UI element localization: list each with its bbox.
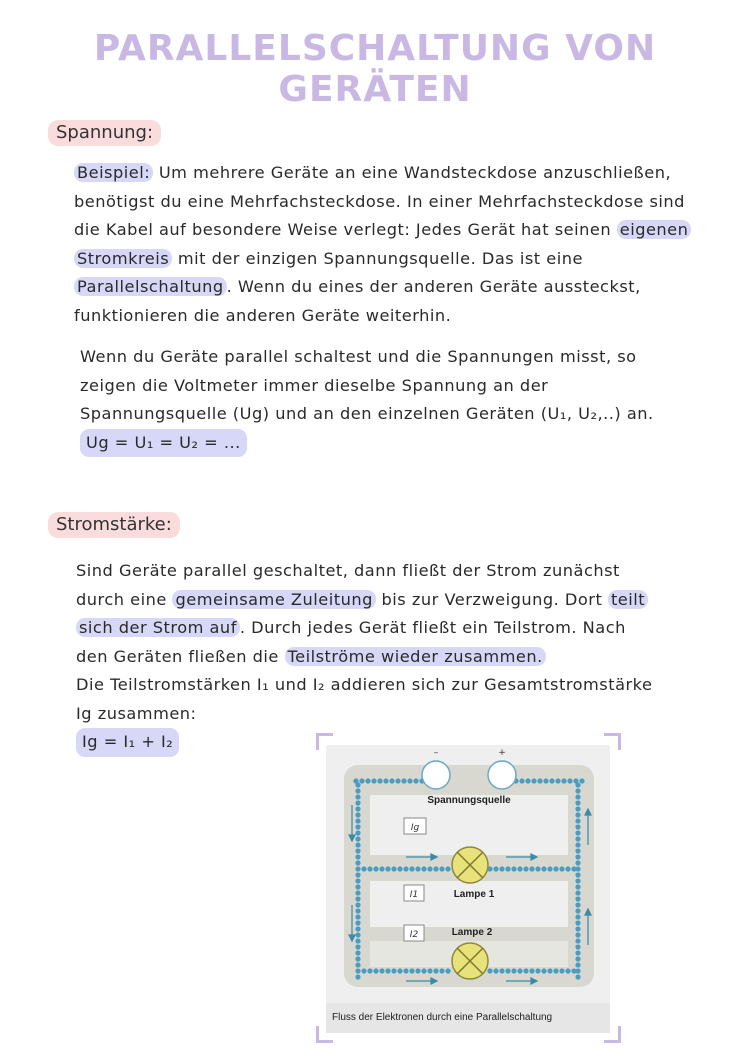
electron-dot [579,778,584,783]
electron-dot [575,944,580,949]
label-spannungsquelle: Spannungsquelle [427,795,511,806]
text-line: durch eine [76,589,167,609]
electron-dot [355,818,360,823]
electron-dot [365,778,370,783]
electron-dot [553,866,558,871]
electron-dot [379,866,384,871]
text-line: mit der einzigen Spannungsquelle. Das ist eine [172,248,583,268]
highlight-parallelschaltung: Parallelschaltung [74,277,227,296]
formula-spannung: Ug = U₁ = U₂ = ... [80,429,247,458]
text-line: den Geräten fließen die [76,646,279,666]
electron-dot [355,830,360,835]
electron-dot [355,824,360,829]
electron-dot [559,866,564,871]
electron-dot [575,836,580,841]
electron-dot [355,782,360,787]
electron-dot [355,800,360,805]
electron-dot [575,926,580,931]
electron-dot [377,778,382,783]
electron-dot [355,938,360,943]
electron-dot [575,908,580,913]
section-label-stromstaerke: Stromstärke: [48,512,180,538]
electron-dot [529,866,534,871]
electron-dot [541,866,546,871]
highlight-beispiel: Beispiel: [74,163,153,182]
electron-dot [355,836,360,841]
electron-dot [575,950,580,955]
electron-dot [445,866,450,871]
electron-dot [385,968,390,973]
electron-dot [575,860,580,865]
source-plus-pole [488,761,516,789]
electron-dot [575,788,580,793]
electron-dot [575,914,580,919]
electron-dot [367,866,372,871]
text-line: bis zur Verzweigung. Dort [381,589,603,609]
electron-dot [505,968,510,973]
electron-dot [373,968,378,973]
electron-dot [355,908,360,913]
text-line: . Wenn du eines der anderen Geräte aussteckst, [226,277,641,296]
electron-dot [575,932,580,937]
electron-dot [445,968,450,973]
minus-sign: – [433,748,439,758]
text-line: Spannungsquelle (Ug) und an den einzelnen Geräten (U₁, U₂,..) an. [80,404,654,423]
text-line: zeigen die Voltmeter immer dieselbe Spannung an der [80,375,549,395]
electron-dot [575,800,580,805]
electron-dot [517,968,522,973]
electron-dot [567,778,572,783]
electron-dot [535,968,540,973]
electron-dot [355,806,360,811]
electron-dot [571,968,576,973]
electron-dot [355,956,360,961]
electron-dot [571,866,576,871]
electron-dot [541,968,546,973]
electron-dot [575,818,580,823]
electron-dot [355,920,360,925]
electron-dot [371,778,376,783]
electron-dot [575,806,580,811]
electron-dot [427,866,432,871]
text-line: die Kabel auf besondere Weise verlegt: Jedes Gerät hat seinen [74,220,612,239]
circuit-svg [326,745,610,1003]
electron-dot [549,778,554,783]
electron-dot [355,842,360,847]
electron-dot [575,956,580,961]
electron-dot [439,968,444,973]
text-line: Um mehrere Geräte an eine Wandsteckdose anzuschließen, [153,163,672,182]
electron-dot [413,778,418,783]
electron-dot [575,938,580,943]
electron-dot [499,968,504,973]
electron-dot [391,866,396,871]
electron-dot [355,788,360,793]
strom-paragraph [76,557,652,757]
label-i2: I2 [409,930,419,940]
circuit-diagram [326,745,610,1033]
electron-dot [355,926,360,931]
electron-dot [355,974,360,979]
electron-dot [409,866,414,871]
electron-dot [415,866,420,871]
electron-dot [493,968,498,973]
electron-dot [391,968,396,973]
electron-dot [559,968,564,973]
electron-dot [575,872,580,877]
highlight-strom-auf: sich der Strom auf [76,618,240,637]
electron-dot [427,968,432,973]
electron-dot [383,778,388,783]
text-line: Ig zusammen: [76,703,197,723]
electron-dot [439,866,444,871]
electron-dot [421,968,426,973]
electron-dot [355,860,360,865]
electron-dot [575,890,580,895]
electron-dot [555,778,560,783]
electron-dot [359,778,364,783]
electron-dot [575,812,580,817]
diagram-caption: Fluss der Elektronen durch eine Parallelschaltung [326,1003,610,1033]
highlight-stromkreis: Stromkreis [74,249,172,268]
electron-dot [355,812,360,817]
electron-dot [415,968,420,973]
plus-sign: + [498,748,506,758]
electron-dot [565,968,570,973]
electron-dot [575,854,580,859]
electron-dot [361,866,366,871]
label-lampe-2: Lampe 2 [451,927,493,938]
electron-dot [389,778,394,783]
electron-dot [575,920,580,925]
electron-dot [535,866,540,871]
spannung-paragraph-1 [74,159,691,330]
text-line: Sind Geräte parallel geschaltet, dann fließt der Strom zunächst [76,561,620,580]
highlight-teilstroeme: Teilströme wieder zusammen. [285,647,546,666]
source-minus-pole [422,761,450,789]
electron-dot [511,866,516,871]
electron-dot [575,962,580,967]
electron-dot [517,866,522,871]
electron-dot [565,866,570,871]
electron-dot [537,778,542,783]
electron-dot [355,950,360,955]
electron-dot [355,872,360,877]
electron-dot [575,824,580,829]
electron-dot [575,878,580,883]
electron-dot [379,968,384,973]
electron-dot [575,782,580,787]
electron-dot [547,866,552,871]
text-line: Wenn du Geräte parallel schaltest und die Spannungen misst, so [80,347,637,366]
highlight-teilt: teilt [608,590,648,609]
electron-dot [553,968,558,973]
electron-dot [433,968,438,973]
text-line: Die Teilstromstärken I₁ und I₂ addieren sich zur Gesamtstromstärke [76,675,653,694]
label-i1: I1 [409,890,419,900]
electron-dot [575,884,580,889]
electron-dot [355,890,360,895]
electron-dot [487,968,492,973]
electron-dot [355,854,360,859]
electron-dot [355,914,360,919]
label-lampe-1: Lampe 1 [453,889,495,900]
electron-dot [355,944,360,949]
electron-dot [355,896,360,901]
electron-dot [523,866,528,871]
electron-dot [575,896,580,901]
formula-strom: Ig = I₁ + I₂ [76,728,179,757]
text-line: funktionieren die anderen Geräte weiterhin. [74,305,452,325]
electron-dot [543,778,548,783]
section-label-spannung: Spannung: [48,120,161,146]
electron-dot [403,968,408,973]
highlight-gemeinsame-zuleitung: gemeinsame Zuleitung [172,590,375,609]
electron-dot [355,962,360,967]
electron-dot [407,778,412,783]
electron-dot [373,866,378,871]
electron-dot [397,968,402,973]
electron-dot [361,968,366,973]
electron-dot [385,866,390,871]
electron-dot [397,866,402,871]
electron-dot [355,848,360,853]
page-title: PARALLELSCHALTUNG VON GERÄTEN [93,28,657,110]
electron-dot [523,968,528,973]
electron-dot [355,878,360,883]
lamp-2 [452,943,488,979]
electron-dot [355,932,360,937]
electron-dot [511,968,516,973]
electron-dot [575,848,580,853]
electron-dot [395,778,400,783]
electron-dot [355,968,360,973]
electron-dot [575,794,580,799]
electron-dot [525,778,530,783]
electron-dot [433,866,438,871]
electron-dot [499,866,504,871]
electron-dot [409,968,414,973]
label-ig: Ig [410,823,420,833]
electron-dot [575,974,580,979]
electron-dot [529,968,534,973]
highlight-eigenen: eigenen [617,220,692,239]
text-line: . Durch jedes Gerät fließt ein Teilstrom. Nach [239,618,626,637]
electron-dot [575,902,580,907]
electron-dot [547,968,552,973]
electron-dot [519,778,524,783]
lamp-1 [452,847,488,883]
electron-dot [355,884,360,889]
text-line: benötigst du eine Mehrfachsteckdose. In einer Mehrfachsteckdose sind [74,191,685,211]
electron-dot [355,866,360,871]
electron-dot [421,866,426,871]
electron-dot [505,866,510,871]
electron-dot [531,778,536,783]
electron-dot [355,902,360,907]
electron-dot [401,778,406,783]
electron-dot [355,794,360,799]
spannung-paragraph-2 [80,343,654,457]
electron-dot [367,968,372,973]
electron-dot [403,866,408,871]
electron-dot [493,866,498,871]
electron-dot [575,830,580,835]
electron-dot [575,842,580,847]
electron-dot [561,778,566,783]
